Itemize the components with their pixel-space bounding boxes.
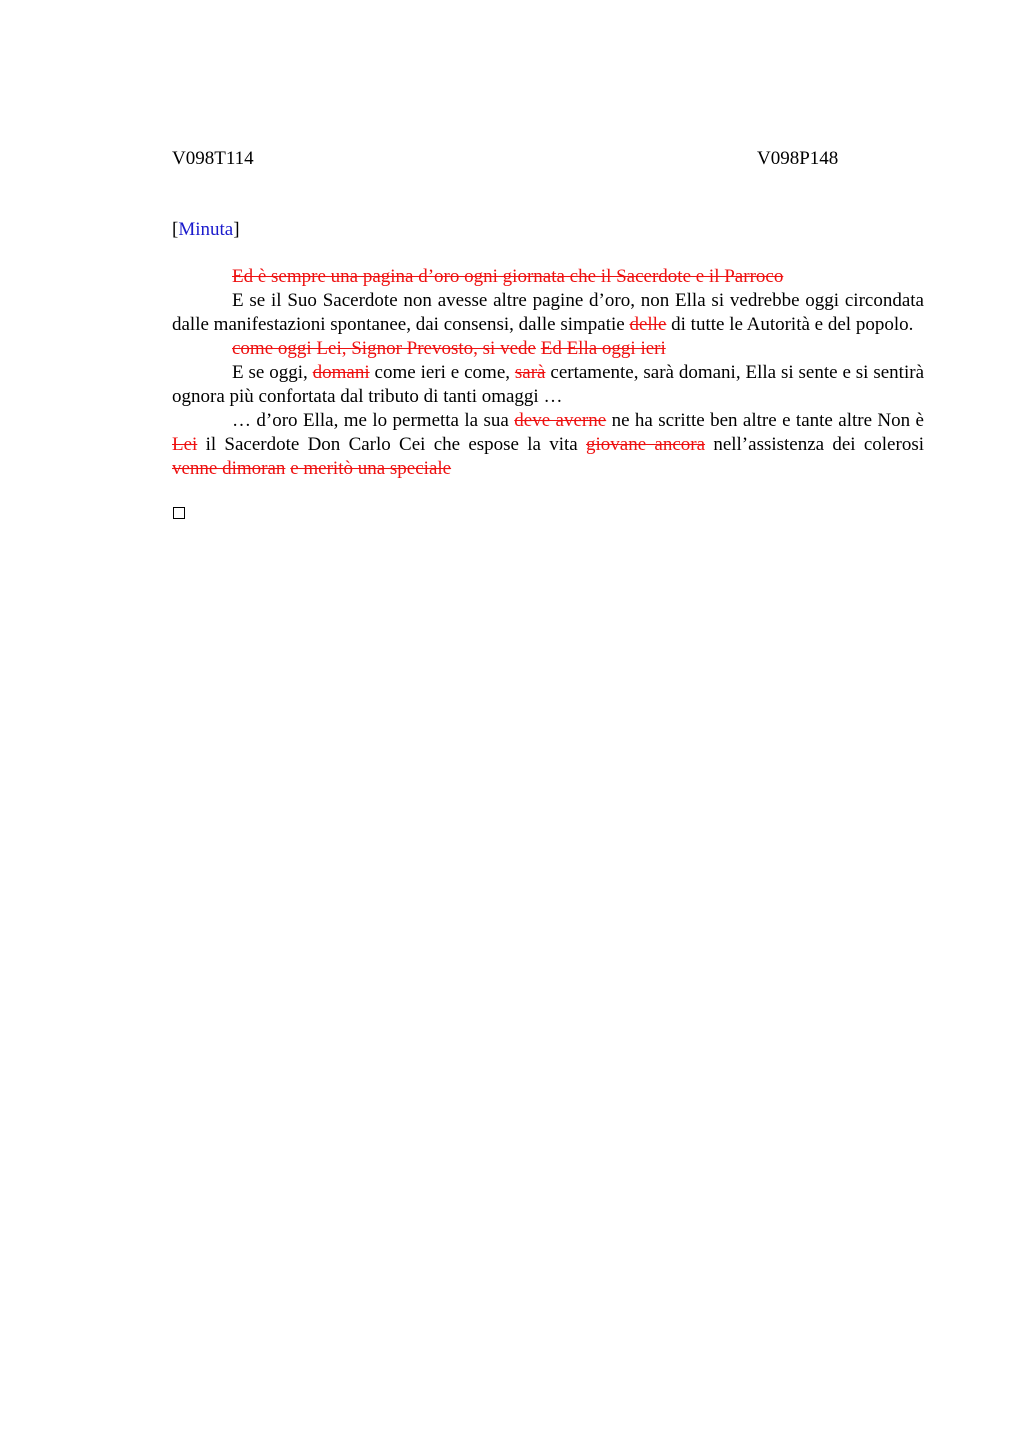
deleted-text: deve averne — [514, 410, 607, 431]
text-segment: il Sacerdote Don Carlo Cei che espose la vita — [197, 434, 586, 455]
deleted-text: Ed è sempre una pagina d’oro ogni giornata che il Sacerdote e il Parroco — [232, 266, 784, 287]
label-open-bracket: [ — [172, 219, 179, 240]
transcription-body — [172, 265, 924, 481]
text-segment: E se oggi, — [232, 362, 313, 383]
paragraph-3 — [172, 337, 924, 361]
text-segment: E se il Suo Sacerdote non avesse altre pagine d’oro, non Ella si vedrebbe oggi circondata dalle manifestazioni spontanee, dai consensi, dalle simpatie — [172, 290, 924, 335]
deleted-text: giovane ancora — [586, 434, 706, 455]
paragraph-1 — [172, 265, 924, 289]
paragraph-2 — [172, 289, 924, 337]
text-segment: come ieri e come, — [369, 362, 515, 383]
minuta-link[interactable]: Minuta — [178, 219, 234, 240]
deleted-text: Lei — [172, 434, 198, 455]
page-code: V098P148 — [757, 148, 839, 169]
deleted-text: e meritò una speciale — [290, 458, 452, 479]
paragraph-4 — [172, 361, 924, 409]
page-header — [172, 146, 852, 172]
deleted-text: sarà — [514, 362, 546, 383]
label-close-bracket: ] — [233, 219, 240, 240]
deleted-text: come oggi Lei, Signor Prevosto, si vede — [232, 338, 536, 359]
deleted-text: domani — [312, 362, 370, 383]
document-type-label — [172, 217, 240, 243]
document-code: V098T114 — [172, 148, 254, 169]
end-marker-box-icon — [173, 507, 185, 519]
deleted-text: venne dimoran — [172, 458, 286, 479]
text-segment: di tutte le Autorità e del popolo. — [666, 314, 914, 335]
text-segment: nell’assistenza dei colerosi — [705, 434, 924, 455]
text-segment: certamente, sarà domani, Ella si sente e si sentirà ognora più confortata dal tributo di tanti omaggi … — [172, 362, 924, 407]
deleted-text: Ed Ella oggi ieri — [540, 338, 666, 359]
text-segment: ne ha scritte ben altre e tante altre Non è — [606, 410, 924, 431]
text-segment: … d’oro Ella, me lo permetta la sua — [232, 410, 515, 431]
deleted-text: delle — [629, 314, 667, 335]
paragraph-5 — [172, 409, 924, 481]
